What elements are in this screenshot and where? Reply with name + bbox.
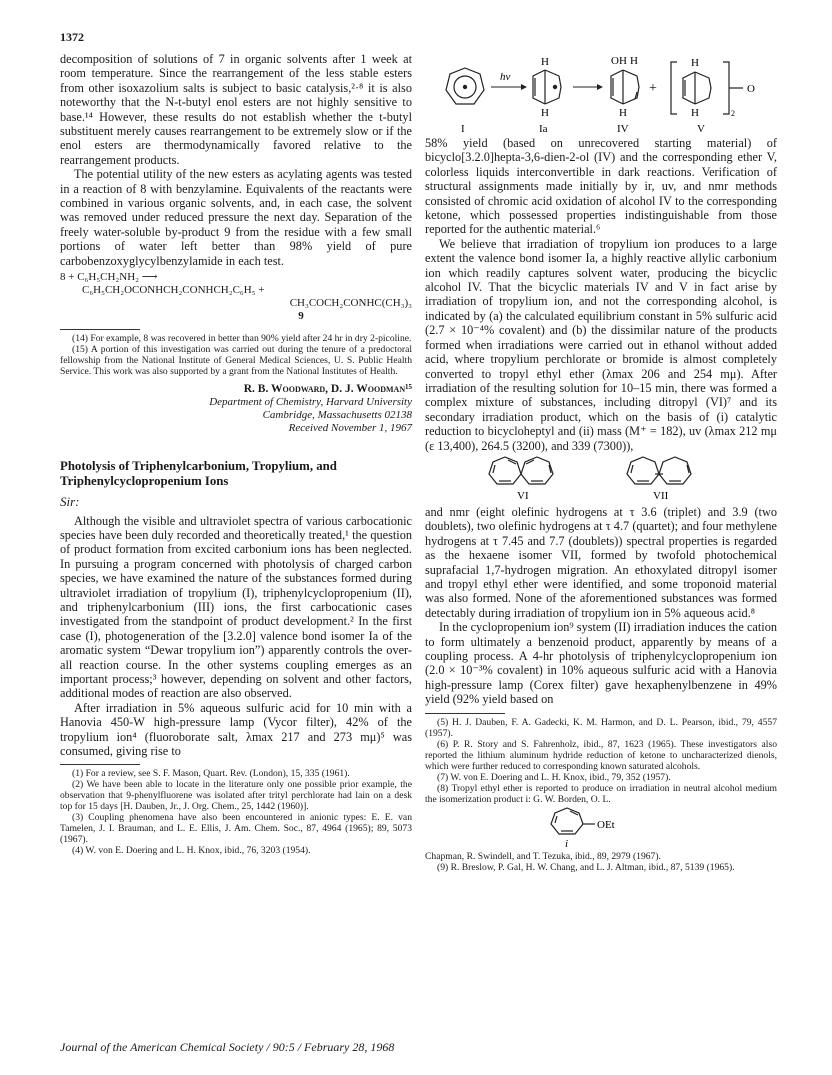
footnote: (4) W. von E. Doering and L. H. Knox, ibid., 76, 3203 (1954). bbox=[72, 845, 311, 857]
OH-group: OH bbox=[611, 55, 627, 67]
H-atom: H bbox=[541, 56, 549, 68]
dewar-tropylium-structure bbox=[533, 70, 561, 104]
label-I: I bbox=[461, 123, 465, 135]
label-V: V bbox=[697, 123, 705, 135]
plus-sign: + bbox=[649, 81, 657, 96]
equation-line: C₆H₅CH₂OCONHCH₂CONHCH₂C₆H₅ + bbox=[82, 284, 265, 297]
paragraph: We believe that irradiation of tropylium ion produces to a large extent the valence bond isomer Ia, a highly reactive allylic carbonium ion which readily captures solvent water, producing the bicyclic alcohol IV. That the bicyclic materials IV and V in fact arise by irradiation of tropylium ion, and not the corresponding alcohol, is indicated by (a) the calculated equilibrium constant in 5% sulfuric acid (2.7 × 10⁻⁴% covalent) and (b) the dissimilar nature of the products formed when irradiations were carried out in ethanol without added acid, where tropylium perchlorate or bromide is almost completely converted to tropyl ethyl ether (λmax 206 and 254 mμ). After irradiation of the resulting solution for 10–15 min, there was formed a complex mixture of substances, including ditropyl (VI)⁷ and its secondary irradiation product, which on the basis of (i) catalytic reduction to bicycloheptyl and (ii) mass (M⁺ = 182), uv (λmax 212 mμ (ε 13,400), 264.5 (3200), and 339 (7300)), bbox=[425, 236, 777, 453]
footnote-rule bbox=[425, 713, 505, 714]
journal-footer: Journal of the American Chemical Society / 90:5 / February 28, 1968 bbox=[60, 1040, 395, 1054]
paragraph: The potential utility of the new esters as acylating agents was tested in a reaction of 8 with benzylamine. Equivalents of the reactants were combined in various organic solvents, and, in each case, the solvent was removed under reduced pressure the next day. Separation of the freely water-soluble by-product 9 from the residue with a few small portions of water left better than 98% yield of pure carbobenzoxyglycylbenzylamide in each test. bbox=[60, 167, 412, 268]
footnote: (3) Coupling phenomena have also been encountered in anionic types: E. E. van Tamelen, J. I. Brauman, and L. E. Ellis, J. Am. Chem. Soc., 87, 4964 (1965); 89, 5073 (1967). bbox=[60, 812, 412, 846]
footnote: (2) We have been able to locate in the literature only one possible prior example, the observation that 9-phenylfluorene was isolated after trityl perchlorate had lain on a desk top for 15 days [H. Dauben, Jr., J. Org. Chem., 25, 1442 (1960)]. bbox=[60, 779, 412, 813]
scheme-tropylium-photolysis bbox=[425, 52, 777, 136]
H-atom: H bbox=[691, 107, 699, 119]
footnote-rule bbox=[60, 329, 140, 330]
author-department: Department of Chemistry, Harvard University bbox=[209, 396, 412, 409]
footnotes bbox=[425, 717, 777, 805]
hexaene-VII-structure bbox=[627, 457, 691, 484]
paragraph: 58% yield (based on unrecovered starting material) of bicyclo[3.2.0]hepta-3,6-dien-2-ol (IV) and the corresponding ether V, colorless liquids interconvertible in dark reactions. Verification of structural assignments made initially by ir, uv, and nmr methods consisted of chromic acid oxidation of alcohol IV to the corresponding ketone, which possessed properties indistinguishable from those reported for the authentic material.⁶ bbox=[425, 136, 777, 237]
ditropyl-VI-structure bbox=[489, 457, 553, 484]
H-atom: H bbox=[691, 57, 699, 69]
equation-line: 9 bbox=[298, 310, 304, 323]
footnote: (9) R. Breslow, P. Gal, H. W. Chang, and L. J. Altman, ibid., 87, 5139 (1965). bbox=[437, 861, 735, 873]
H-atom: H bbox=[541, 107, 549, 119]
author-names: R. B. Woodward, D. J. Woodman¹⁵ bbox=[243, 383, 412, 396]
footnote: (15) A portion of this investigation was carried out during the tenure of a predoctoral fellowship from the National Institute of General Medical Sciences, U. S. Public Health Service. This work was also supported by a grant from the National Institutes of Health. bbox=[60, 344, 412, 378]
H-atom: H bbox=[619, 107, 627, 119]
label-Ia: Ia bbox=[539, 123, 548, 135]
article-title: Photolysis of Triphenylcarbonium, Tropylium, and Triphenylcyclopropenium Ions bbox=[60, 459, 337, 489]
cycloheptatriene-ether-structure bbox=[551, 808, 595, 834]
reaction-equation bbox=[60, 271, 412, 323]
label-VII: VII bbox=[653, 489, 669, 502]
paragraph: In the cyclopropenium ion⁹ system (II) irradiation induces the cation to form ultimately a benzenoid product, apparently by means of a coupling process. A 4-hr photolysis of triphenylcyclopropenium ion (2.0 × 10⁻³% covalent) in 10% aqueous sulfuric acid with a Hanovia high-pressure lamp (Corex filter) gave hexaphenylbenzene in 49% yield (92% yield based on bbox=[425, 620, 777, 707]
hv-label: hν bbox=[500, 71, 511, 83]
equation-line: 8 + C₆H₅CH₂NH₂ ⟶ bbox=[60, 271, 158, 284]
page-number: 1372 bbox=[60, 30, 84, 44]
equation-line: CH₃COCH₂CONHC(CH₃)₃ bbox=[289, 297, 412, 310]
salutation: Sir: bbox=[60, 494, 80, 510]
tropylium-structure bbox=[446, 68, 484, 104]
author-signature bbox=[60, 383, 412, 435]
scheme-ditropyl bbox=[425, 453, 777, 505]
arrowhead bbox=[521, 84, 527, 90]
OEt-group: OEt bbox=[597, 818, 615, 831]
subscript-2: 2 bbox=[731, 109, 735, 118]
H-atom: H bbox=[630, 55, 638, 67]
label-IV: IV bbox=[617, 123, 629, 135]
paragraph: and nmr (eight olefinic hydrogens at τ 3.6 (triplet) and 3.9 (two doublets), two olefinic hydrogens at τ 4.7 (quartet); and four methylene hydrogens at τ 7.45 and 7.7 (doublets)) spectral properties is regarded as the hexaene isomer VII, formed by twofold photochemical suprafacial 1,7-hydrogen migration. An ethoxylated ditropyl isomer and tropyl ethyl ether were identified, and some troponoid material was also formed. None of the aforementioned substances was formed detectably during irradiation of tropylium ion in 5% aqueous acid.⁸ bbox=[425, 504, 777, 620]
label-VI: VI bbox=[517, 489, 529, 502]
bicyclic-ether-structure bbox=[671, 62, 743, 114]
footnote: (8) Tropyl ethyl ether is reported to produce on irradiation in neutral alcohol medium the isomerization product i: G. W. Borden, O. L. bbox=[425, 782, 777, 805]
footnote: (5) H. J. Dauben, F. A. Gadecki, K. M. Harmon, and D. L. Pearson, ibid., 79, 4557 (1957). bbox=[425, 716, 777, 739]
arrowhead bbox=[597, 84, 603, 90]
footnotes bbox=[60, 768, 412, 856]
footnotes bbox=[60, 333, 412, 377]
footnote: (14) For example, 8 was recovered in better than 90% yield after 24 hr in dry 2-picoline. bbox=[72, 333, 412, 345]
bicyclic-alcohol-structure bbox=[611, 70, 639, 104]
scheme-isomer-i bbox=[425, 805, 777, 851]
footnote: Chapman, R. Swindell, and T. Tezuka, ibid., 89, 2979 (1967). bbox=[425, 850, 661, 862]
footnote: (6) P. R. Story and S. Fahrenholz, ibid., 87, 1623 (1965). These investigators also reported the lithium aluminum hydride reduction of ketone to uncharacterized dienols, which were further reduced to corresponding known saturated alcohols. bbox=[425, 738, 777, 772]
footnote: (7) W. von E. Doering and L. H. Knox, ibid., 79, 352 (1957). bbox=[437, 771, 671, 783]
footnotes bbox=[425, 851, 777, 873]
left-column bbox=[60, 52, 412, 856]
received-date: Received November 1, 1967 bbox=[288, 422, 412, 435]
paragraph: After irradiation in 5% aqueous sulfuric acid for 10 min with a Hanovia 450-W high-pressure lamp (Vycor filter), 42% of the tropylium ion⁴ (fluoroborate salt, λmax 217 and 273 mμ)⁵ was consumed, giving rise to bbox=[60, 700, 412, 758]
footnote: (1) For a review, see S. F. Mason, Quart. Rev. (London), 15, 335 (1961). bbox=[72, 768, 350, 780]
paragraph: Although the visible and ultraviolet spectra of various carbocationic species have been duly recorded and theoretically treated,¹ the question of product formation from excited carbonium ions has been neglected. In pursuing a program concerned with photolysis of charged carbon species, we have examined the nature of the substances formed during ultraviolet irradiation of tropylium (I), triphenylcyclopropenium (II), and triphenylcarbonium (III) ions, the first carbocationic cases investigated from the standpoint of product development.² In the first case (I), photogeneration of the [3.2.0] valence bond isomer Ia of the aromatic system “Dewar tropylium ion”) apparently controls the over-all reaction course. In the other systems coupling emerges as an important process;³ however, depending on solvent and other factors, additional modes of reaction are also observed. bbox=[60, 513, 412, 701]
paragraph: decomposition of solutions of 7 in organic solvents after 1 week at room temperature. Since the rearrangement of the less stable esters from other isoxazolium salts is subject to basic catalysis,²·⁸ it is also noteworthy that the N-t-butyl enol esters are not highly sensitive to base.¹⁴ However, these results do not establish whether the t-butyl substituent merely causes rearrangement to be extremely slow or if the enol esters are thermodynamically favored relative to the rearrangement products. bbox=[60, 52, 412, 167]
author-city: Cambridge, Massachusetts 02138 bbox=[262, 409, 412, 422]
label-i: i bbox=[565, 837, 569, 850]
right-column bbox=[425, 52, 777, 873]
footnote-rule bbox=[60, 764, 140, 765]
O-atom: O bbox=[747, 83, 755, 95]
